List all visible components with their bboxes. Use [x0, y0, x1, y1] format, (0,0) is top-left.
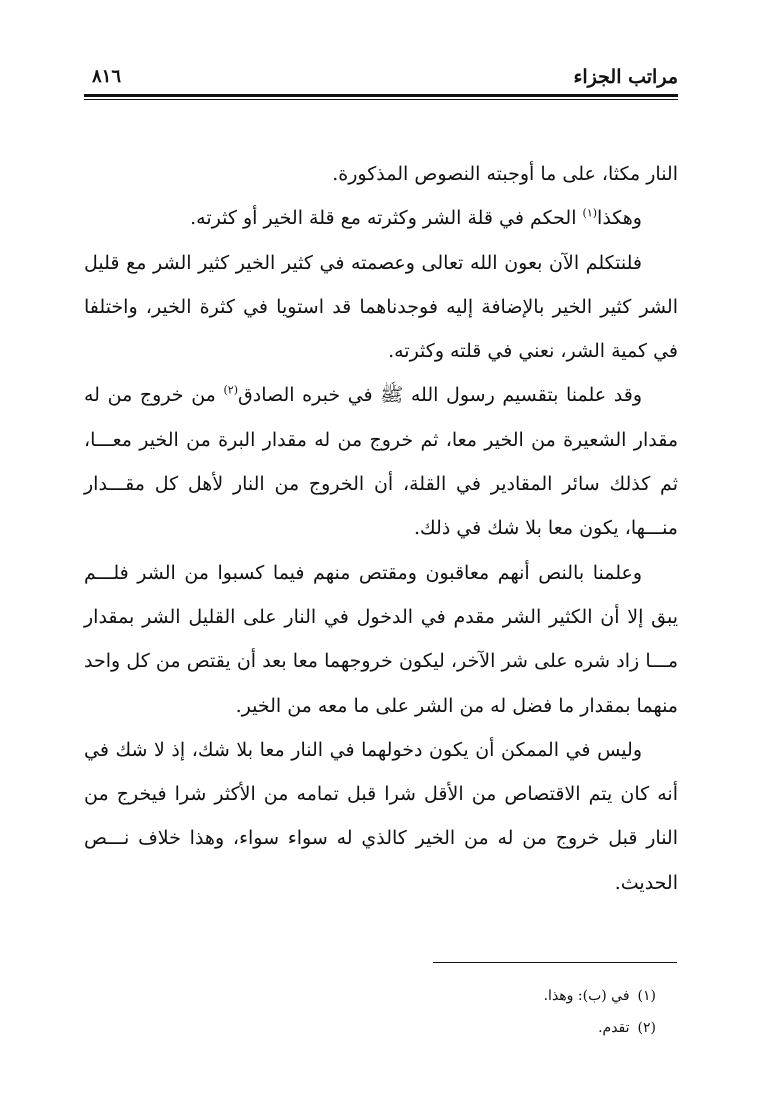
footnote-text: تقدم.	[598, 1020, 630, 1036]
paragraph-text: وهكذا	[597, 207, 642, 230]
running-title: مراتب الجزاء	[573, 66, 678, 88]
paragraph	[84, 728, 678, 905]
page-number: ٨١٦	[92, 66, 122, 87]
paragraph-text: الحكم في قلة الشر وكثرته مع قلة الخير أو كثرته.	[190, 207, 583, 230]
footnote-ref[interactable]: (٢)	[223, 384, 238, 398]
paragraph-text: وعلمنا بالنص أنهم معاقبون ومقتص منهم فيما كسبوا من الشر فلـــم يبق إلا أن الكثير الشر مقدم في الدخول في النار على القليل الشر بمقدار مـــا زاد شره على شر الآخر، ليكون خروجهما معا بعد أن يقتص من كل واحد منهما بمقدار ما فضل له من الشر على ما معه من الخير.	[84, 561, 678, 717]
paragraph	[84, 373, 678, 550]
footnote-separator	[433, 962, 677, 963]
footnote-number: (٢)	[637, 1020, 656, 1036]
paragraph	[84, 551, 678, 728]
footnote-item	[84, 1012, 678, 1044]
page-header	[84, 64, 678, 90]
footnote-text: في (ب): وهذا.	[543, 988, 630, 1004]
paragraph-text: فلنتكلم الآن بعون الله تعالى وعصمته في كثير الخير كثير الشر مع قليل الشر كثير الخير بالإضافة إليه فوجدناهما قد استويا في كثرة الخير، واختلفا في كمية الشر، نعني في قلته وكثرته.	[84, 251, 678, 363]
paragraph	[84, 241, 678, 374]
footnote-ref[interactable]: (١)	[582, 206, 598, 220]
footnote-number: (١)	[637, 988, 656, 1004]
paragraph-text: وليس في الممكن أن يكون دخولهما في النار معا بلا شك، إذ لا شك في أنه كان يتم الاقتصاص من الأقل شرا قبل تمامه من الأكثر شرا فيخرج من النار قبل خروج من له من الخير كالذي له سواء سواء، وهذا خلاف نـــص الحديث.	[84, 738, 678, 894]
header-rule-thin	[84, 99, 678, 100]
paragraph-text: من خروج من له مقدار الشعيرة من الخير معا، ثم خروج من له مقدار البرة من الخير معـــا، ثم كذلك سائر المقادير في القلة، أن الخروج من النار لأهل كل مقـــدار منـــها، يكون معا بلا شك في ذلك.	[84, 384, 678, 540]
footnotes	[84, 980, 678, 1044]
footnote-item	[84, 980, 678, 1012]
paragraph-text: النار مكثا، على ما أوجبته النصوص المذكورة.	[332, 163, 678, 185]
main-text	[84, 152, 678, 905]
paragraph	[84, 196, 678, 240]
header-rule-thick	[84, 94, 678, 97]
paragraph-text: وقد علمنا بتقسيم رسول الله ﷺ في خبره الصادق	[238, 384, 642, 407]
paragraph	[84, 152, 678, 196]
